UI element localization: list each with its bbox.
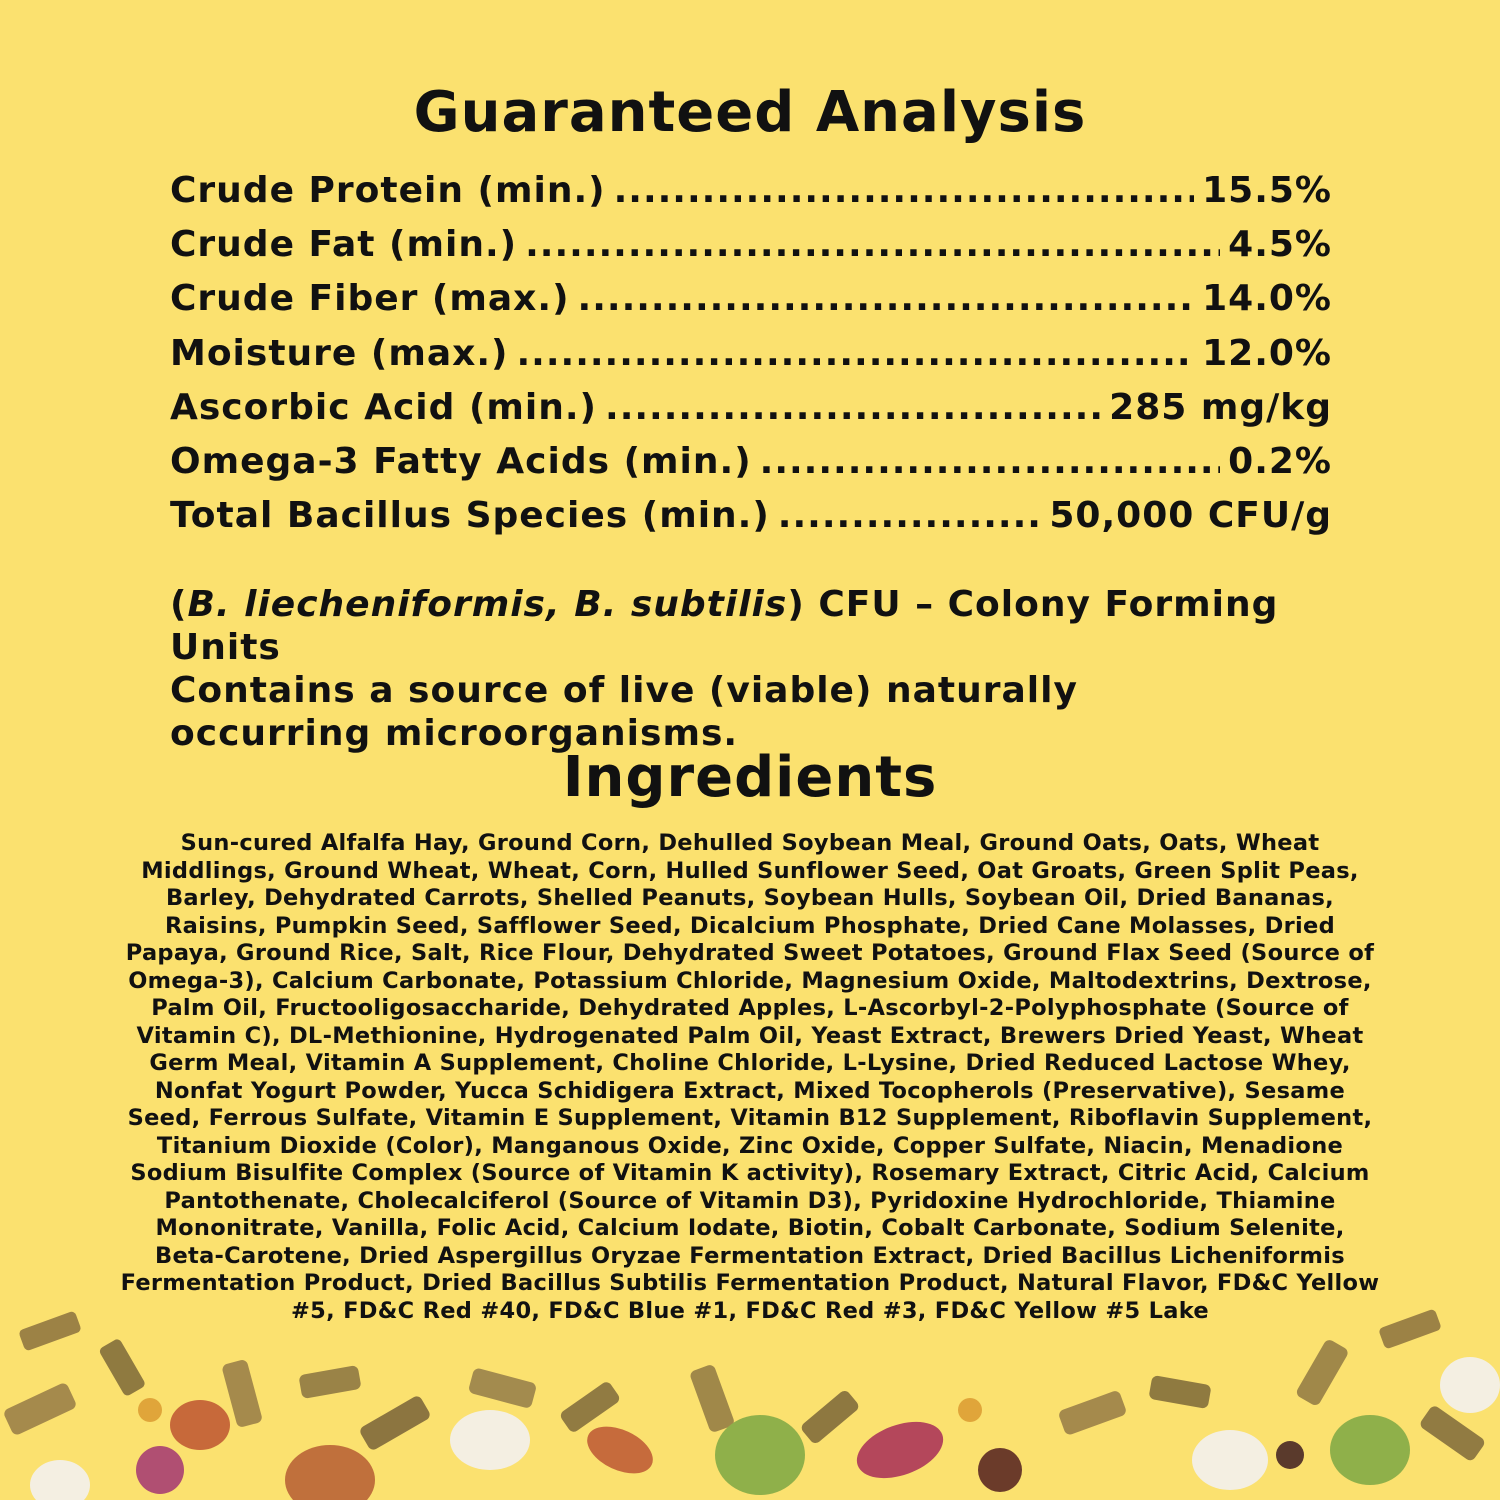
analysis-label: Ascorbic Acid (min.) xyxy=(170,386,598,428)
dot-leader xyxy=(525,224,1220,265)
analysis-row xyxy=(170,278,1332,332)
analysis-label: Crude Fat (min.) xyxy=(170,224,518,266)
dot-leader xyxy=(614,170,1195,211)
bacillus-species-names: B. liecheniformis, B. subtilis xyxy=(187,584,788,625)
analysis-label: Total Bacillus Species (min.) xyxy=(170,495,770,537)
guaranteed-analysis-title: Guaranteed Analysis xyxy=(413,80,1087,145)
analysis-value: 0.2% xyxy=(1228,440,1332,482)
note-line-3: occurring microorganisms. xyxy=(170,713,739,754)
dot-leader xyxy=(578,278,1195,319)
ingredients-title: Ingredients xyxy=(562,745,938,810)
ingredients-text: Sun-cured Alfalfa Hay, Ground Corn, Dehulled Soybean Meal, Ground Oats, Oats, Wheat Middlings, Ground Wheat, Wheat, Corn, Hulled Sunflower Seed, Oat Groats, Green Split Peas, Barley, Dehydrated Carrots, Shelled Peanuts, Soybean Hulls, Soybean Oil, Dried Bananas, Raisins, Pumpkin Seed, Safflower Seed, Dicalcium Phosphate, Dried Cane Molasses, Dried Papaya, Ground Rice, Salt, Rice Flour, Dehydrated Sweet Potatoes, Ground Flax Seed (Source of Omega-3), Calcium Carbonate, Potassium Chloride, Magnesium Oxide, Maltodextrins, Dextrose, Palm Oil, Fructooligosaccharide, Dehydrated Apples, L-Ascorbyl-2-Polyphosphate (Source of Vitamin C), DL-Methionine, Hydrogenated Palm Oil, Yeast Extract, Brewers Dried Yeast, Wheat Germ Meal, Vitamin A Supplement, Choline Chloride, L-Lysine, Dried Reduced Lactose Whey, Nonfat Yogurt Powder, Yucca Schidigera Extract, Mixed Tocopherols (Preservative), Sesame Seed, Ferrous Sulfate, Vitamin E Supplement, Vitamin B12 Supplement, Riboflavin Supplement, Titanium Dioxide (Color), Manganous Oxide, Zinc Oxide, Copper Sulfate, Niacin, Menadione Sodium Bisulfite Complex (Source of Vitamin K activity), Rosemary Extract, Citric Acid, Calcium Pantothenate, Cholecalciferol (Source of Vitamin D3), Pyridoxine Hydrochloride, Thiamine Mononitrate, Vanilla, Folic Acid, Calcium Iodate, Biotin, Cobalt Carbonate, Sodium Selenite, Beta-Carotene, Dried Aspergillus Oryzae Fermentation Extract, Dried Bacillus Licheniformis Fermentation Product, Dried Bacillus Subtilis Fermentation Product, Natural Flavor, FD&C Yellow #5, FD&C Red #40, FD&C Blue #1, FD&C Red #3, FD&C Yellow #5 Lake xyxy=(120,830,1380,1324)
analysis-value: 15.5% xyxy=(1202,170,1332,211)
note-line-2: Contains a source of live (viable) naturally xyxy=(170,670,1078,711)
analysis-value: 14.0% xyxy=(1202,278,1332,320)
analysis-value: 50,000 CFU/g xyxy=(1049,495,1332,537)
note-line-1: (B. liecheniformis, B. subtilis) CFU – Colony Forming Units xyxy=(170,584,1279,668)
dot-leader xyxy=(760,441,1221,482)
dot-leader xyxy=(516,333,1194,374)
analysis-row xyxy=(170,333,1332,387)
analysis-row xyxy=(170,387,1332,441)
analysis-label: Crude Fiber (max.) xyxy=(170,278,570,320)
analysis-value: 4.5% xyxy=(1228,224,1332,266)
analysis-label: Moisture (max.) xyxy=(170,332,509,374)
dot-leader xyxy=(605,387,1101,428)
analysis-row xyxy=(170,224,1332,278)
analysis-label: Crude Protein (min.) xyxy=(170,170,606,211)
analysis-label: Omega-3 Fatty Acids (min.) xyxy=(170,440,752,482)
analysis-value: 285 mg/kg xyxy=(1109,386,1332,428)
dot-leader xyxy=(778,495,1042,536)
food-mix-illustration xyxy=(0,1300,1500,1500)
guaranteed-analysis-list xyxy=(170,170,1332,549)
probiotic-note xyxy=(170,583,1370,755)
analysis-row xyxy=(170,441,1332,495)
analysis-row xyxy=(170,170,1332,224)
analysis-row xyxy=(170,495,1332,549)
analysis-value: 12.0% xyxy=(1202,332,1332,374)
